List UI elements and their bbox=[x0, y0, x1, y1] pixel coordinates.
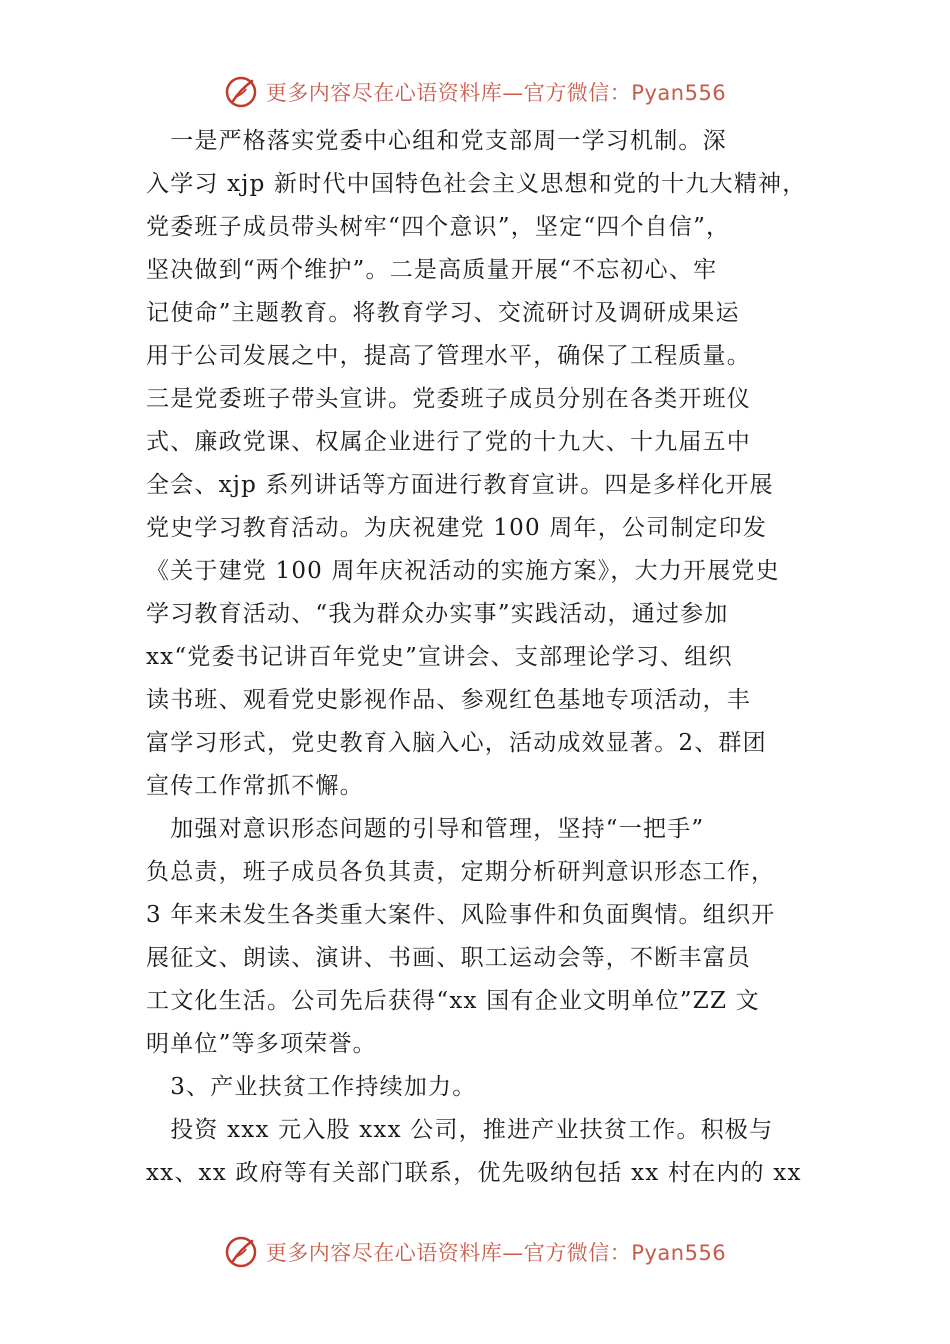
text-line: 宣传工作常抓不懈。 bbox=[146, 773, 364, 799]
quill-logo-icon bbox=[224, 1235, 258, 1269]
text-line: 展征文、朗读、演讲、书画、职工运动会等，不断丰富员 bbox=[146, 945, 751, 971]
text-line: 入学习 xjp 新时代中国特色社会主义思想和党的十九大精神， bbox=[146, 171, 807, 197]
text-line: xx、xx 政府等有关部门联系，优先吸纳包括 xx 村在内的 xx bbox=[146, 1160, 802, 1186]
text-line: 富学习形式，党史教育入脑入心，活动成效显著。2、群团 bbox=[146, 730, 767, 756]
text-line: 《关于建党 100 周年庆祝活动的实施方案》，大力开展党史 bbox=[146, 558, 780, 584]
quill-logo-icon bbox=[224, 75, 258, 109]
text-line: 记使命”主题教育。将教育学习、交流研讨及调研成果运 bbox=[146, 300, 740, 326]
text-line: 读书班、观看党史影视作品、参观红色基地专项活动，丰 bbox=[146, 687, 751, 713]
text-line: 加强对意识形态问题的引导和管理，坚持“一把手” bbox=[146, 816, 705, 842]
footer-watermark bbox=[0, 1230, 950, 1274]
text-line: 全会、xjp 系列讲话等方面进行教育宣讲。四是多样化开展 bbox=[146, 472, 774, 498]
text-line: 3 年来未发生各类重大案件、风险事件和负面舆情。组织开 bbox=[146, 902, 776, 928]
text-line: 用于公司发展之中，提高了管理水平，确保了工程质量。 bbox=[146, 343, 751, 369]
text-line: 3、产业扶贫工作持续加力。 bbox=[146, 1074, 477, 1100]
text-line: 明单位”等多项荣誉。 bbox=[146, 1031, 377, 1057]
text-line: 坚决做到“两个维护”。二是高质量开展“不忘初心、牢 bbox=[146, 257, 718, 283]
text-line: xx“党委书记讲百年党史”宣讲会、支部理论学习、组织 bbox=[146, 644, 733, 670]
header-watermark bbox=[0, 70, 950, 114]
text-line: 党史学习教育活动。为庆祝建党 100 周年，公司制定印发 bbox=[146, 515, 768, 541]
document-body bbox=[146, 120, 826, 1195]
text-line: 三是党委班子带头宣讲。党委班子成员分别在各类开班仪 bbox=[146, 386, 751, 412]
text-line: 投资 xxx 元入股 xxx 公司，推进产业扶贫工作。积极与 bbox=[146, 1117, 774, 1143]
text-line: 学习教育活动、“我为群众办实事”实践活动，通过参加 bbox=[146, 601, 729, 627]
text-line: 负总责，班子成员各负其责，定期分析研判意识形态工作， bbox=[146, 859, 776, 885]
watermark-text: 更多内容尽在心语资料库—官方微信：Pyan556 bbox=[265, 1241, 727, 1265]
text-line: 一是严格落实党委中心组和党支部周一学习机制。深 bbox=[146, 128, 727, 154]
watermark-text: 更多内容尽在心语资料库—官方微信：Pyan556 bbox=[265, 81, 727, 105]
text-line: 党委班子成员带头树牢“四个意识”，坚定“四个自信”， bbox=[146, 214, 731, 240]
text-line: 工文化生活。公司先后获得“xx 国有企业文明单位”ZZ 文 bbox=[146, 988, 760, 1014]
text-line: 式、廉政党课、权属企业进行了党的十九大、十九届五中 bbox=[146, 429, 751, 455]
